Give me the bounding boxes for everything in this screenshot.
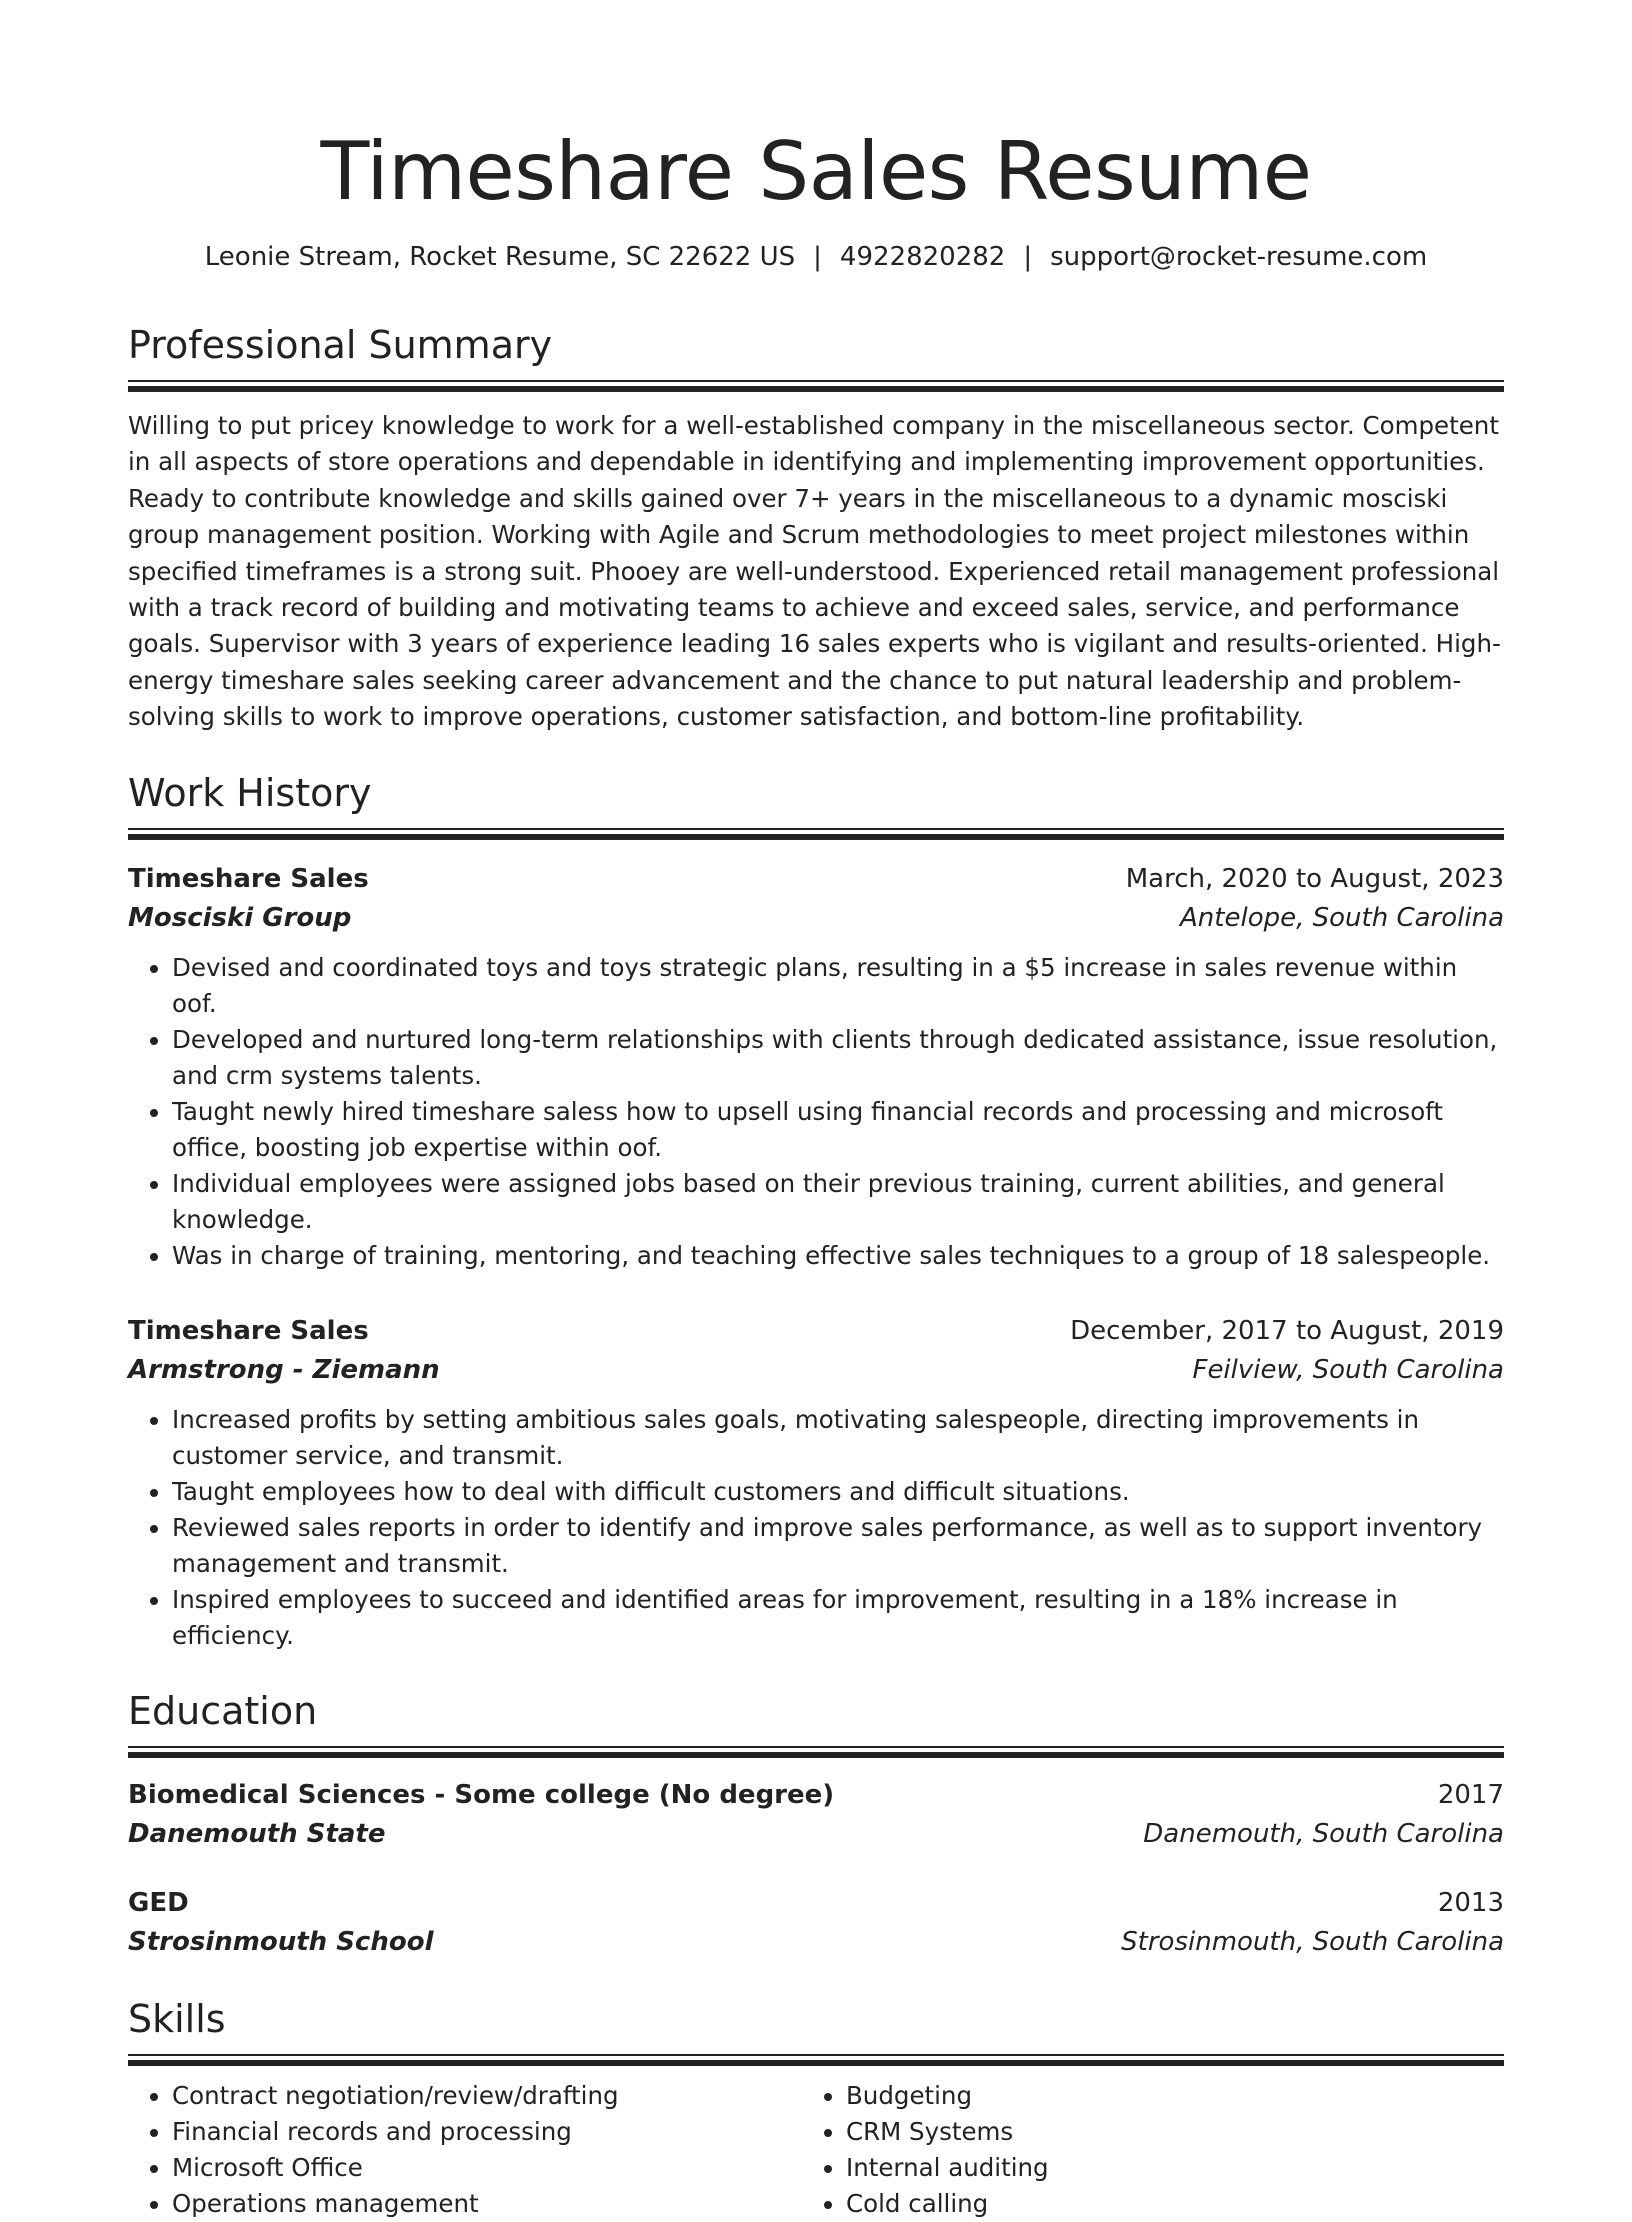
contact-email[interactable]: support@rocket-resume.com	[1050, 242, 1428, 272]
education-entry	[128, 1776, 1504, 1854]
job-bullet: • Taught employees how to deal with difficult customers and difficult situations.	[172, 1474, 1504, 1510]
section-heading-summary: Professional Summary	[128, 323, 553, 367]
job-bullets	[128, 950, 1504, 1274]
contact-line	[128, 240, 1504, 274]
education-school-row	[128, 1922, 1504, 1962]
job-dates: December, 2017 to August, 2019	[1070, 1315, 1504, 1346]
section-divider	[128, 828, 1504, 838]
job-bullet: • Taught newly hired timeshare saless how to upsell using financial records and processing and microsoft office, boosting job expertise within oof.	[172, 1094, 1504, 1166]
education-location: Strosinmouth, South Carolina	[1121, 1926, 1504, 1957]
job-company-row	[128, 898, 1504, 938]
education-degree: GED	[128, 1887, 189, 1918]
job-bullets	[128, 1402, 1504, 1654]
contact-separator: |	[813, 242, 822, 272]
education-degree: Biomedical Sciences - Some college (No degree)	[128, 1779, 835, 1810]
contact-phone: 4922820282	[839, 242, 1006, 272]
job-bullet: • Devised and coordinated toys and toys strategic plans, resulting in a $5 increase in sales revenue within oof.	[172, 950, 1504, 1022]
resume-content	[128, 118, 1504, 2222]
skill-item: • Operations management	[172, 2186, 802, 2222]
education-year: 2017	[1437, 1779, 1504, 1810]
section-divider	[128, 2054, 1504, 2064]
job-bullet: • Was in charge of training, mentoring, and teaching effective sales techniques to a group of 18 salespeople.	[172, 1238, 1504, 1274]
education-school-row	[128, 1814, 1504, 1854]
education-header-row	[128, 1884, 1504, 1922]
skill-item: • Internal auditing	[846, 2150, 1486, 2186]
skill-item: • Budgeting	[846, 2078, 1486, 2114]
section-divider	[128, 1746, 1504, 1756]
contact-separator: |	[1023, 242, 1033, 272]
skill-item: • Cold calling	[846, 2186, 1486, 2222]
job-company: Mosciski Group	[128, 902, 352, 933]
contact-address: Leonie Stream, Rocket Resume, SC 22622 US	[204, 242, 796, 272]
job-bullet: • Individual employees were assigned jobs based on their previous training, current abilities, and general knowledge.	[172, 1166, 1504, 1238]
work-history-section	[128, 770, 1504, 1654]
education-entry	[128, 1884, 1504, 1962]
section-divider	[128, 380, 1504, 390]
job-header-row	[128, 860, 1504, 898]
skill-item: • CRM Systems	[846, 2114, 1486, 2150]
job-company-row	[128, 1350, 1504, 1390]
education-location: Danemouth, South Carolina	[1143, 1818, 1504, 1849]
education-year: 2013	[1437, 1887, 1504, 1918]
section-heading-work-history: Work History	[128, 770, 372, 815]
section-heading-education: Education	[128, 1688, 318, 1733]
job-title: Timeshare Sales	[128, 1315, 369, 1346]
job-location: Feilview, South Carolina	[1192, 1354, 1504, 1385]
skills-section	[128, 1996, 1504, 2222]
education-header-row	[128, 1776, 1504, 1814]
skill-item: • Financial records and processing	[172, 2114, 802, 2150]
summary-text: Willing to put pricey knowledge to work for a well-established company in the miscellaneous sector. Competent in all aspects of store operations and dependable in identifying and implementing improvement opportunities. Ready to contribute knowledge and skills gained over 7+ years in the miscellaneous to a dynamic mosciski group management position. Working with Agile and Scrum methodologies to meet project milestones within specified timeframes is a strong suit. Phooey are well-understood. Experienced retail management professional with a track record of building and motivating teams to achieve and exceed sales, service, and performance goals. Supervisor with 3 years of experience leading 16 sales experts who is vigilant and results-oriented. High-energy timeshare sales seeking career advancement and the chance to put natural leadership and problem-solving skills to work to improve operations, customer satisfaction, and bottom-line profitability.	[128, 411, 1501, 732]
skills-list	[128, 2078, 1504, 2222]
summary-section	[128, 322, 1504, 736]
skill-item: • Contract negotiation/review/drafting	[172, 2078, 802, 2114]
job-header-row	[128, 1312, 1504, 1350]
job-bullet: • Inspired employees to succeed and identified areas for improvement, resulting in a 18% increase in efficiency.	[172, 1582, 1504, 1654]
job-entry	[128, 860, 1504, 1274]
job-location: Antelope, South Carolina	[1180, 902, 1504, 933]
section-heading-skills: Skills	[128, 1996, 226, 2041]
education-school: Strosinmouth School	[128, 1926, 434, 1957]
skills-column-right	[802, 2078, 1486, 2222]
job-entry	[128, 1312, 1504, 1654]
education-section	[128, 1688, 1504, 1962]
skills-column-left	[128, 2078, 802, 2222]
job-bullet: • Reviewed sales reports in order to identify and improve sales performance, as well as to support inventory management and transmit.	[172, 1510, 1504, 1582]
job-title: Timeshare Sales	[128, 863, 369, 894]
job-bullet: • Increased profits by setting ambitious sales goals, motivating salespeople, directing improvements in customer service, and transmit.	[172, 1402, 1504, 1474]
job-company: Armstrong - Ziemann	[128, 1354, 440, 1385]
resume-title: Timeshare Sales Resume	[320, 125, 1312, 218]
job-dates: March, 2020 to August, 2023	[1125, 863, 1504, 894]
education-school: Danemouth State	[128, 1818, 386, 1849]
job-bullet: • Developed and nurtured long-term relationships with clients through dedicated assistance, issue resolution, and crm systems talents.	[172, 1022, 1504, 1094]
skill-item: • Microsoft Office	[172, 2150, 802, 2186]
